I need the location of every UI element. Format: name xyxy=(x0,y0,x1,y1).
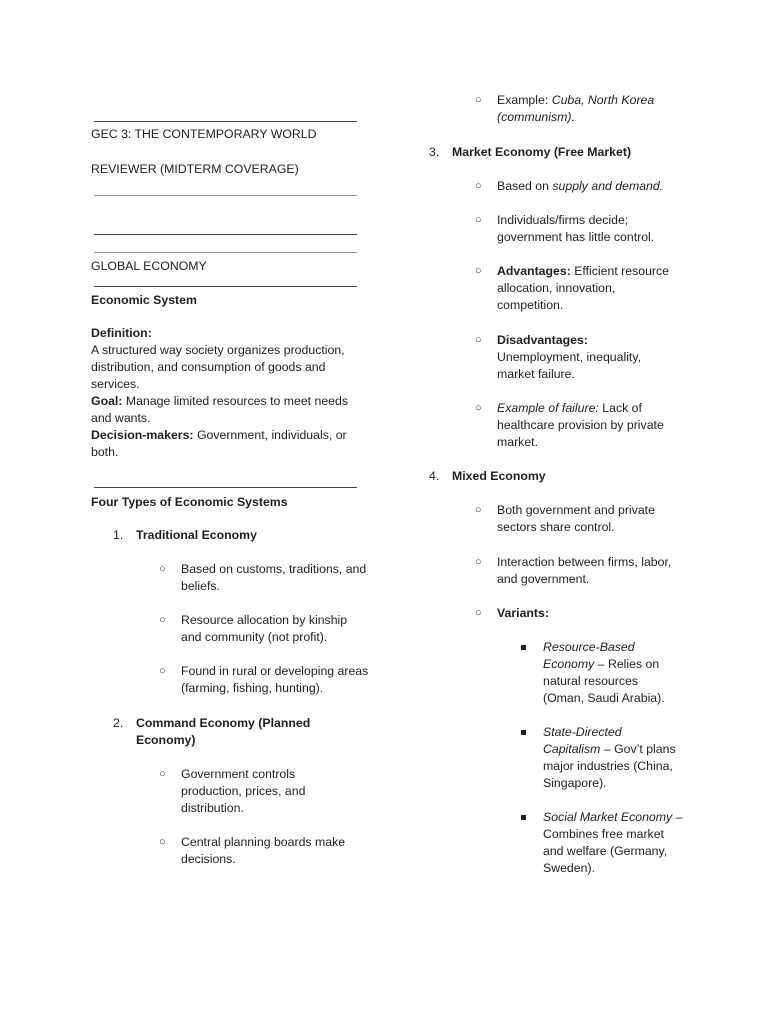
list-item: Individuals/firms decide; government has little control. xyxy=(497,213,655,244)
list-item-emphasis: supply and demand. xyxy=(552,179,664,193)
divider xyxy=(94,234,357,235)
list-number: 3. xyxy=(429,145,440,159)
list-item xyxy=(497,178,687,195)
divider xyxy=(94,252,357,253)
list-number: 2. xyxy=(113,716,124,730)
failure-example-label: Example of failure: xyxy=(497,401,599,415)
course-title: GEC 3: THE CONTEMPORARY WORLD xyxy=(91,127,317,141)
types-heading: Four Types of Economic Systems xyxy=(91,495,288,509)
list-item: Central planning boards make decisions. xyxy=(181,835,346,866)
advantages-label: Advantages: xyxy=(497,264,571,278)
definition-label: Definition: xyxy=(91,326,152,340)
divider xyxy=(94,487,357,488)
reviewer-title: REVIEWER (MIDTERM COVERAGE) xyxy=(91,162,299,176)
divider xyxy=(94,195,357,196)
decision-makers-text: Government, individuals, or both. xyxy=(91,428,347,459)
traditional-economy-title: Traditional Economy xyxy=(136,528,257,542)
goal-text: Manage limited resources to meet needs and wants. xyxy=(91,394,348,425)
hollow-bullet-icon: ○ xyxy=(159,614,166,626)
list-item xyxy=(497,263,682,314)
section-heading-global-economy: GLOBAL ECONOMY xyxy=(91,259,207,273)
variant-item xyxy=(543,724,678,792)
divider xyxy=(94,286,357,287)
hollow-bullet-icon: ○ xyxy=(475,214,482,226)
list-item: Government controls production, prices, and distribution. xyxy=(181,767,306,815)
list-number: 4. xyxy=(429,469,440,483)
list-item xyxy=(497,400,677,451)
list-item: Found in rural or developing areas (farming, fishing, hunting). xyxy=(181,664,369,695)
decision-makers-label: Decision-makers: xyxy=(91,428,194,442)
hollow-bullet-icon: ○ xyxy=(475,402,482,414)
disadvantages-label: Disadvantages: xyxy=(497,333,588,347)
definition-text: A structured way society organizes production, distribution, and consumption of goods and services. xyxy=(91,343,345,391)
square-bullet-icon xyxy=(521,815,526,820)
list-item: Interaction between firms, labor, and government. xyxy=(497,555,672,586)
list-item: Based on customs, traditions, and beliefs. xyxy=(181,562,367,593)
failure-example-text: Lack of healthcare provision by private market. xyxy=(497,401,664,449)
list-item: Both government and private sectors share control. xyxy=(497,503,655,534)
command-example xyxy=(497,92,677,126)
hollow-bullet-icon: ○ xyxy=(159,836,166,848)
mixed-economy-title: Mixed Economy xyxy=(452,469,546,483)
divider xyxy=(94,121,357,122)
variant-description: – Combines free market and welfare (Germany, Sweden). xyxy=(543,810,683,875)
decision-makers-paragraph xyxy=(91,427,363,461)
hollow-bullet-icon: ○ xyxy=(475,94,482,106)
list-number: 1. xyxy=(113,528,124,542)
hollow-bullet-icon: ○ xyxy=(475,607,482,619)
market-economy-title: Market Economy (Free Market) xyxy=(452,145,632,159)
hollow-bullet-icon: ○ xyxy=(159,665,166,677)
variant-name: Resource-Based Economy xyxy=(543,640,635,671)
variant-item xyxy=(543,639,678,707)
list-item: Resource allocation by kinship and community (not profit). xyxy=(181,613,348,644)
variant-name: State-Directed Capitalism xyxy=(543,725,622,756)
variant-description: – Gov’t plans major industries (China, Singapore). xyxy=(543,742,676,790)
disadvantages-text: Unemployment, inequality, market failure. xyxy=(497,350,641,381)
square-bullet-icon xyxy=(521,730,526,735)
advantages-text: Efficient resource allocation, innovation, competition. xyxy=(497,264,670,312)
goal-paragraph xyxy=(91,393,363,427)
square-bullet-icon xyxy=(521,645,526,650)
variant-name: Social Market Economy xyxy=(543,810,673,824)
command-economy-title: Command Economy (Planned Economy) xyxy=(136,716,311,747)
hollow-bullet-icon: ○ xyxy=(475,556,482,568)
subheading-economic-system: Economic System xyxy=(91,293,197,307)
list-item-text: Based on xyxy=(497,179,553,193)
hollow-bullet-icon: ○ xyxy=(475,334,482,346)
hollow-bullet-icon: ○ xyxy=(159,768,166,780)
hollow-bullet-icon: ○ xyxy=(475,265,482,277)
goal-label: Goal: xyxy=(91,394,123,408)
example-text: Cuba, North Korea (communism). xyxy=(497,93,655,124)
example-label: Example: xyxy=(497,93,552,107)
variant-item xyxy=(543,809,683,877)
variant-description: – Relies on natural resources (Oman, Saudi Arabia). xyxy=(543,657,665,705)
variants-label: Variants: xyxy=(497,606,549,620)
hollow-bullet-icon: ○ xyxy=(159,563,166,575)
hollow-bullet-icon: ○ xyxy=(475,180,482,192)
hollow-bullet-icon: ○ xyxy=(475,504,482,516)
